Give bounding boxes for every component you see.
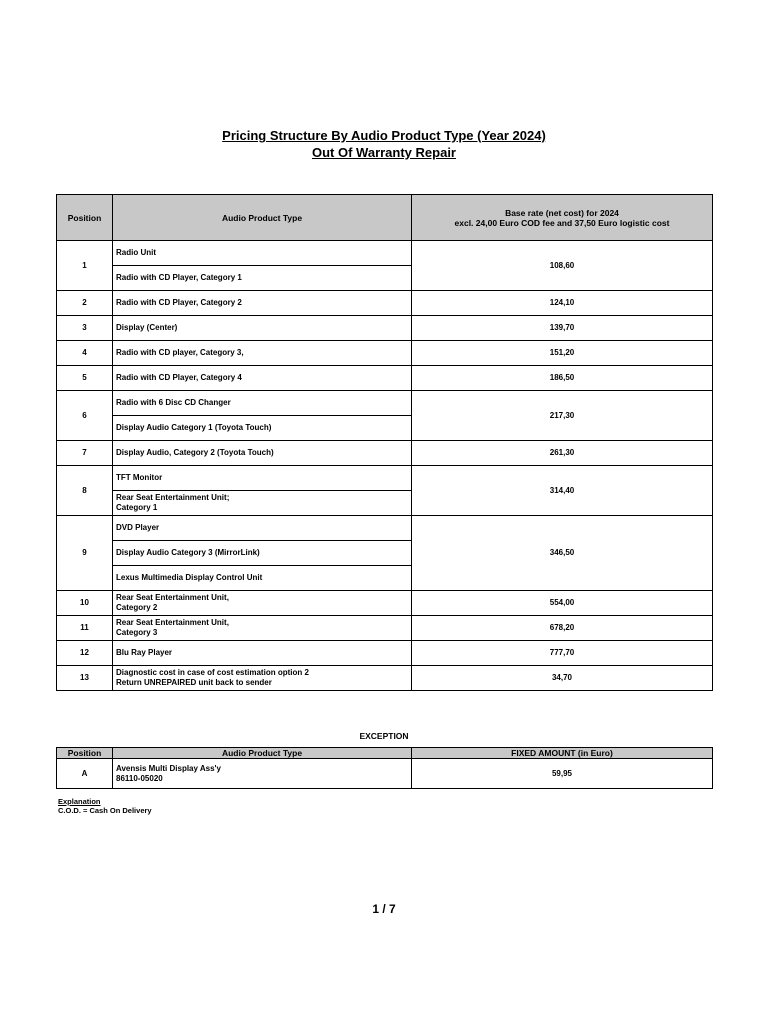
row-base-rate: 139,70	[412, 316, 713, 341]
table-row	[57, 366, 713, 391]
row-position: 11	[57, 616, 113, 641]
table-row	[57, 666, 713, 691]
table-row	[57, 241, 713, 266]
table-row	[57, 466, 713, 491]
row-position: 3	[57, 316, 113, 341]
exception-row	[57, 759, 713, 789]
row-position: 5	[57, 366, 113, 391]
row-position: 10	[57, 591, 113, 616]
row-product-type: Radio with 6 Disc CD Changer	[113, 391, 412, 416]
row-base-rate: 554,00	[412, 591, 713, 616]
explanation-text: C.O.D. = Cash On Delivery	[58, 806, 152, 815]
row-product-type: Display Audio Category 1 (Toyota Touch)	[113, 416, 412, 441]
row-base-rate: 124,10	[412, 291, 713, 316]
table-row	[57, 591, 713, 616]
exception-title: EXCEPTION	[359, 731, 409, 741]
row-product-type: Diagnostic cost in case of cost estimation option 2 Return UNREPAIRED unit back to sender	[113, 666, 412, 691]
row-position: 2	[57, 291, 113, 316]
row-position: 1	[57, 241, 113, 291]
exception-row-product-type: Avensis Multi Display Ass'y 86110-05020	[113, 759, 412, 789]
row-product-type: Radio Unit	[113, 241, 412, 266]
table-row	[57, 616, 713, 641]
exception-table	[56, 747, 713, 789]
table-row	[57, 341, 713, 366]
table-row	[57, 641, 713, 666]
row-base-rate: 314,40	[412, 466, 713, 516]
row-position: 7	[57, 441, 113, 466]
row-product-type: Radio with CD Player, Category 4	[113, 366, 412, 391]
header-base-rate-line2: excl. 24,00 Euro COD fee and 37,50 Euro logistic cost	[454, 217, 670, 228]
row-product-type: DVD Player	[113, 516, 412, 541]
row-product-type: Rear Seat Entertainment Unit, Category 3	[113, 616, 412, 641]
explanation	[58, 797, 152, 815]
row-product-type: Rear Seat Entertainment Unit, Category 2	[113, 591, 412, 616]
exception-row-position: A	[57, 759, 113, 789]
row-product-type: Display Audio Category 3 (MirrorLink)	[113, 541, 412, 566]
exception-header-amount: FIXED AMOUNT (in Euro)	[412, 748, 713, 759]
page-number: 1 / 7	[372, 902, 396, 916]
header-base-rate-line1: Base rate (net cost) for 2024	[505, 207, 619, 218]
table-row	[57, 391, 713, 416]
header-product-type: Audio Product Type	[113, 195, 412, 241]
row-base-rate: 151,20	[412, 341, 713, 366]
header-position: Position	[57, 195, 113, 241]
row-base-rate: 678,20	[412, 616, 713, 641]
row-base-rate: 186,50	[412, 366, 713, 391]
row-product-type: Lexus Multimedia Display Control Unit	[113, 566, 412, 591]
explanation-heading: Explanation	[58, 797, 101, 806]
row-base-rate: 261,30	[412, 441, 713, 466]
table-row	[57, 316, 713, 341]
header-base-rate	[412, 195, 713, 241]
document-subtitle: Out Of Warranty Repair	[312, 145, 456, 160]
row-position: 9	[57, 516, 113, 591]
exception-header-product-type: Audio Product Type	[113, 748, 412, 759]
row-base-rate: 346,50	[412, 516, 713, 591]
row-position: 6	[57, 391, 113, 441]
table-row	[57, 441, 713, 466]
exception-row-amount: 59,95	[412, 759, 713, 789]
row-product-type: TFT Monitor	[113, 466, 412, 491]
pricing-table	[56, 194, 713, 691]
row-product-type: Display Audio, Category 2 (Toyota Touch)	[113, 441, 412, 466]
row-product-type: Radio with CD Player, Category 1	[113, 266, 412, 291]
row-product-type: Blu Ray Player	[113, 641, 412, 666]
row-base-rate: 217,30	[412, 391, 713, 441]
row-position: 12	[57, 641, 113, 666]
row-base-rate: 34,70	[412, 666, 713, 691]
row-product-type: Rear Seat Entertainment Unit; Category 1	[113, 491, 412, 516]
table-row	[57, 516, 713, 541]
exception-table-body	[57, 759, 713, 789]
row-product-type: Radio with CD Player, Category 2	[113, 291, 412, 316]
row-product-type: Display (Center)	[113, 316, 412, 341]
exception-header-position: Position	[57, 748, 113, 759]
row-position: 8	[57, 466, 113, 516]
row-position: 4	[57, 341, 113, 366]
table-row	[57, 291, 713, 316]
document-title: Pricing Structure By Audio Product Type (Year 2024)	[222, 128, 546, 143]
pricing-table-body	[57, 241, 713, 691]
row-position: 13	[57, 666, 113, 691]
row-base-rate: 777,70	[412, 641, 713, 666]
row-product-type: Radio with CD player, Category 3,	[113, 341, 412, 366]
row-base-rate: 108,60	[412, 241, 713, 291]
